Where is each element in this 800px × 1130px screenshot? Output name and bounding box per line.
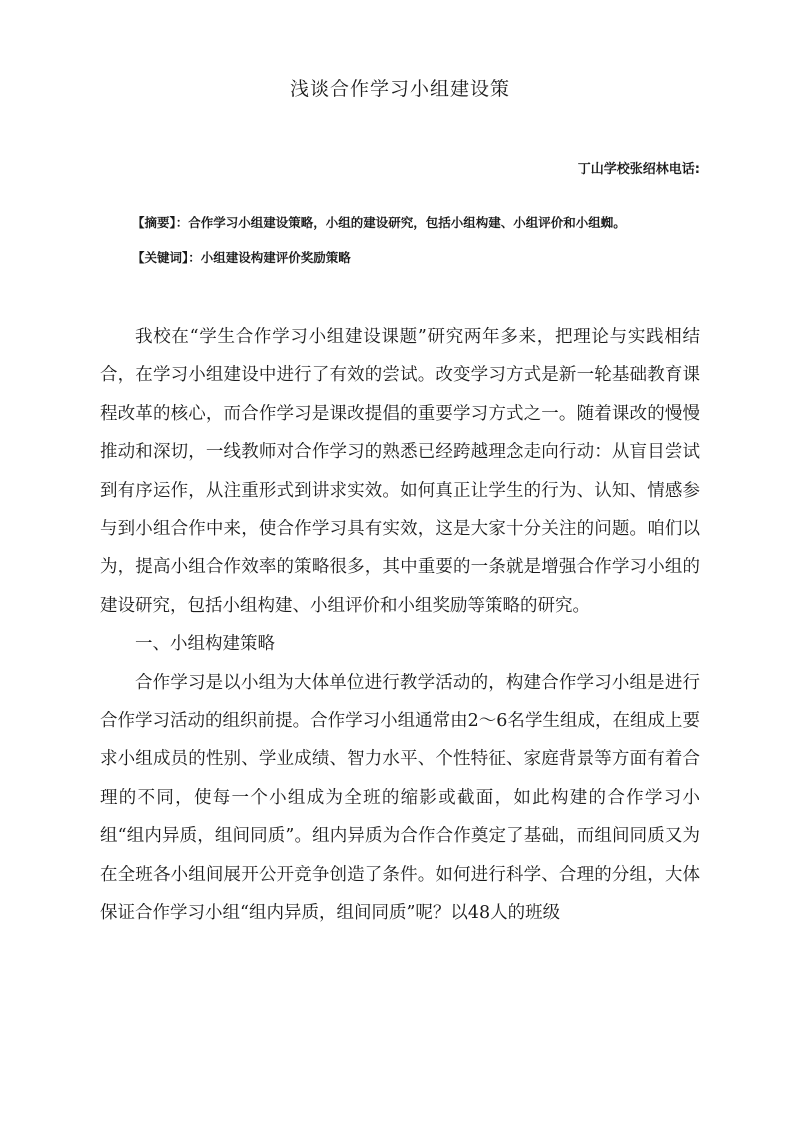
body-paragraph: 我校在“学生合作学习小组建设课题”研究两年多来，把理论与实践相结合，在学习小组建设中进行了有效的尝试。改变学习方式是新一轮基础教育课程改革的核心，而合作学习是课改提倡的重要学习方式之一。随着课改的慢慢推动和深切，一线教师对合作学习的熟悉已经跨越理念走向行动：从盲目尝试到有序运作，从注重形式到讲求实效。如何真正让学生的行为、认知、情感参与到小组合作中来，使合作学习具有实效，这是大家十分关注的问题。咱们以为，提高小组合作效率的策略很多，其中重要的一条就是增强合作学习小组的建设研究，包括小组构建、小组评价和小组奖励等策略的研究。 bbox=[100, 327, 700, 616]
body-paragraph: 合作学习是以小组为大体单位进行教学活动的，构建合作学习小组是进行合作学习活动的组织前提。合作学习小组通常由2～6名学生组成，在组成上要求小组成员的性别、学业成绩、智力水平、个性特征、家庭背景等方面有着合理的不同，使每一个小组成为全班的缩影或截面，如此构建的合作学习小组“组内异质，组间同质”。组内异质为合作合作奠定了基础，而组间同质又为在全班各小组间展开公开竞争创造了条件。如何进行科学、合理的分组，大体保证合作学习小组“组内异质，组间同质”呢？以48人的班级 bbox=[100, 672, 700, 924]
author-line: 丁山学校张绍林电话: bbox=[577, 162, 700, 177]
abstract-label: 【摘要】 bbox=[132, 215, 176, 230]
keywords-label: 【关键词】 bbox=[132, 250, 189, 265]
keywords-line bbox=[132, 248, 712, 266]
abstract-text: ：合作学习小组建设策略，小组的建设研究，包括小组构建、小组评价和小组蜘。 bbox=[175, 215, 626, 230]
section-heading: 一、小组构建策略 bbox=[135, 634, 275, 655]
keywords-text: ：小组建设构建评价奖励策略 bbox=[188, 250, 351, 265]
abstract-line bbox=[132, 213, 712, 231]
document-title: 浅谈合作学习小组建设策 bbox=[289, 78, 510, 100]
document-body bbox=[100, 318, 700, 933]
